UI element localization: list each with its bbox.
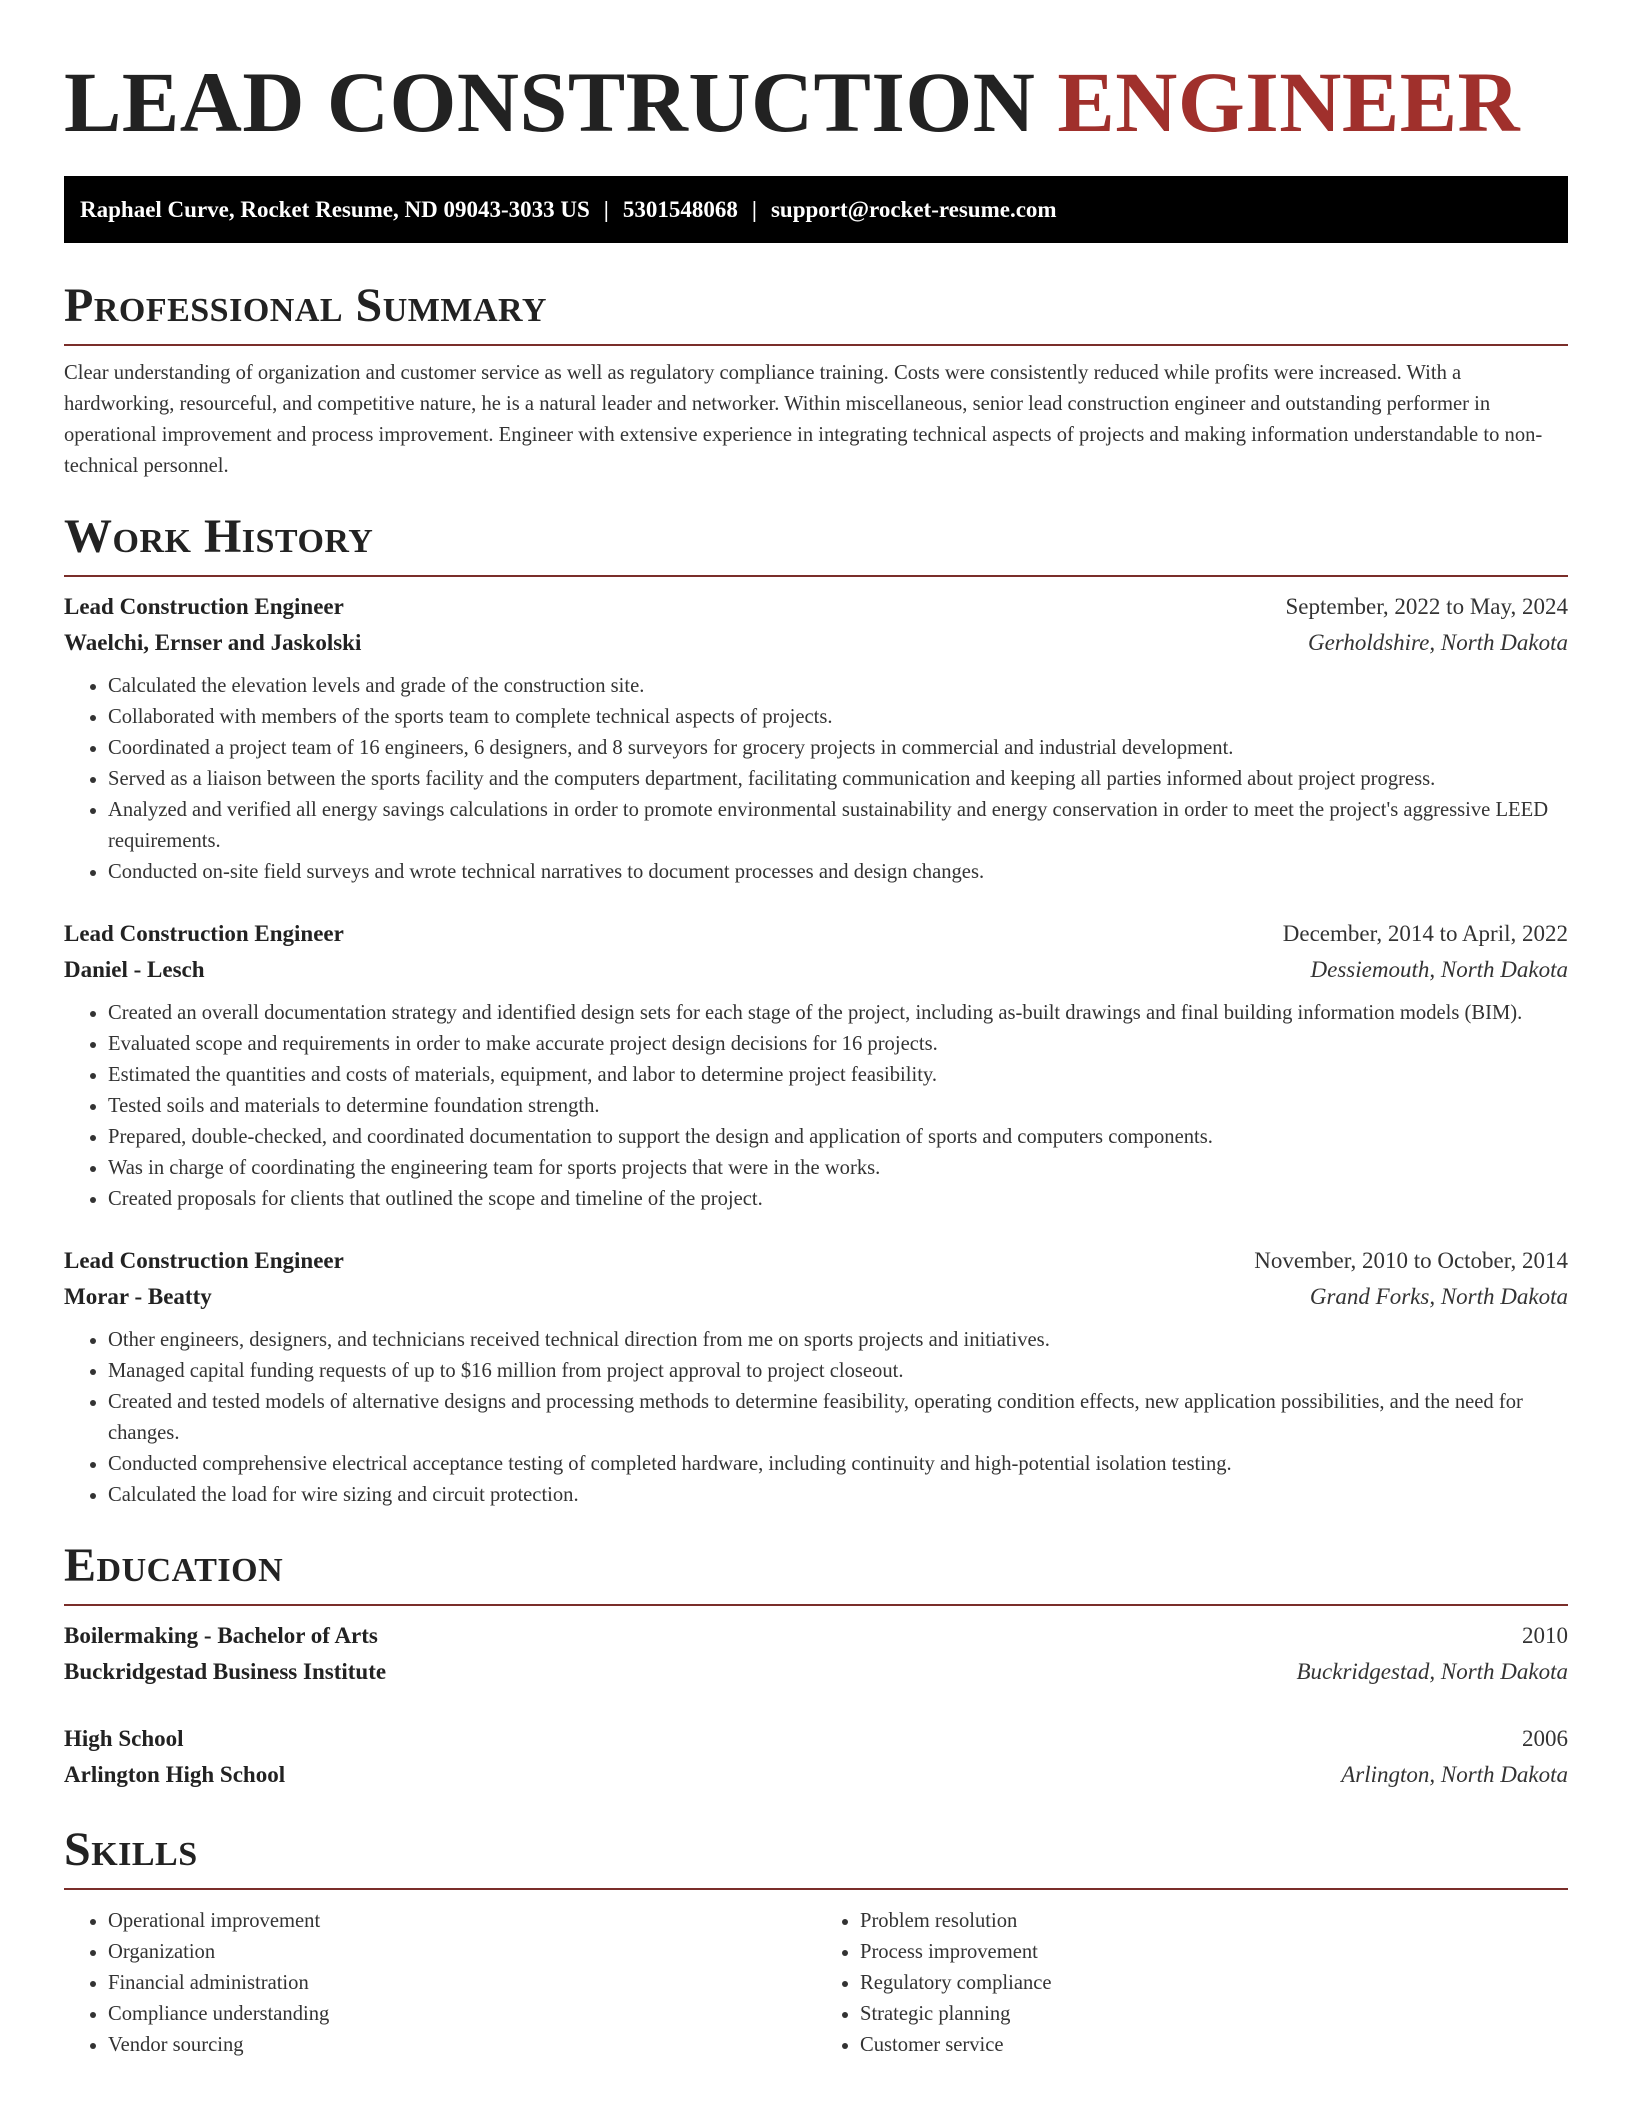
- job-bullet: • Calculated the elevation levels and grade of the construction site.: [108, 671, 1568, 702]
- work-history-section: [64, 510, 1568, 1511]
- education-school: Arlington High School: [64, 1762, 286, 1787]
- job-entry: [64, 1243, 1568, 1511]
- skill-item: • Customer service: [860, 2030, 1568, 2061]
- job-entry: [64, 916, 1568, 1215]
- contact-phone: 5301548068: [622, 197, 738, 222]
- job-dates: December, 2014 to April, 2022: [1282, 921, 1568, 946]
- skills-list-left: [64, 1906, 816, 2061]
- education-degree: Boilermaking - Bachelor of Arts: [64, 1623, 378, 1648]
- contact-address: Raphael Curve, Rocket Resume, ND 09043-3033 US: [80, 197, 590, 222]
- title-main: LEAD CONSTRUCTION: [64, 54, 1036, 150]
- job-bullets: [64, 671, 1568, 888]
- resume-content: [64, 52, 1568, 2061]
- section-divider: [64, 344, 1568, 346]
- job-bullet: • Created an overall documentation strategy and identified design sets for each stage of the project, including as-built drawings and final building information models (BIM).: [108, 998, 1568, 1029]
- section-divider: [64, 1604, 1568, 1606]
- title-accent: ENGINEER: [1057, 54, 1521, 150]
- education-year: 2006: [1522, 1726, 1568, 1751]
- summary-text: Clear understanding of organization and customer service as well as regulatory compliance training. Costs were consistently reduced while profits were increased. With a hardworking, resourceful, and competitive nature, he is a natural leader and networker. Within miscellaneous, senior lead construction engineer and outstanding performer in operational improvement and process improvement. Engineer with extensive experience in integrating technical aspects of projects and making information understandable to non-technical personnel.: [64, 362, 1543, 477]
- education-location: Arlington, North Dakota: [1341, 1762, 1568, 1787]
- education-section: [64, 1539, 1568, 1793]
- job-bullet: • Evaluated scope and requirements in order to make accurate project design decisions for 16 projects.: [108, 1029, 1568, 1060]
- skills-section: [64, 1823, 1568, 2061]
- section-heading-education: Education: [64, 1539, 284, 1592]
- job-dates: November, 2010 to October, 2014: [1254, 1248, 1568, 1273]
- education-school-row: [64, 1757, 1568, 1793]
- job-bullet: • Was in charge of coordinating the engineering team for sports projects that were in the works.: [108, 1153, 1568, 1184]
- skill-item: • Regulatory compliance: [860, 1968, 1568, 1999]
- job-bullet: • Served as a liaison between the sports facility and the computers department, facilitating communication and keeping all parties informed about project progress.: [108, 764, 1568, 795]
- job-bullet: • Conducted on-site field surveys and wrote technical narratives to document processes and design changes.: [108, 857, 1568, 888]
- job-company-row: [64, 952, 1568, 988]
- job-location: Dessiemouth, North Dakota: [1310, 957, 1568, 982]
- job-bullet: • Prepared, double-checked, and coordinated documentation to support the design and application of sports and computers components.: [108, 1122, 1568, 1153]
- contact-bar: [64, 176, 1568, 243]
- education-entry: [64, 1618, 1568, 1690]
- job-header-row: [64, 1243, 1568, 1279]
- job-company: Daniel - Lesch: [64, 957, 205, 982]
- job-bullet: • Created and tested models of alternative designs and processing methods to determine feasibility, operating condition effects, new application possibilities, and the need for changes.: [108, 1387, 1568, 1449]
- education-degree-row: [64, 1721, 1568, 1757]
- job-bullet: • Collaborated with members of the sports team to complete technical aspects of projects.: [108, 702, 1568, 733]
- job-bullet: • Coordinated a project team of 16 engineers, 6 designers, and 8 surveyors for grocery projects in commercial and industrial development.: [108, 733, 1568, 764]
- skills-list-right: [816, 1906, 1568, 2061]
- job-bullet: • Created proposals for clients that outlined the scope and timeline of the project.: [108, 1184, 1568, 1215]
- job-company-row: [64, 625, 1568, 661]
- job-bullet: • Calculated the load for wire sizing and circuit protection.: [108, 1480, 1568, 1511]
- job-title: Lead Construction Engineer: [64, 594, 344, 619]
- job-bullet: • Other engineers, designers, and technicians received technical direction from me on sports projects and initiatives.: [108, 1325, 1568, 1356]
- education-school: Buckridgestad Business Institute: [64, 1659, 387, 1684]
- summary-section: [64, 279, 1568, 482]
- skills-columns: [64, 1890, 1568, 2061]
- job-location: Gerholdshire, North Dakota: [1307, 630, 1568, 655]
- education-year: 2010: [1522, 1623, 1568, 1648]
- education-degree: High School: [64, 1726, 184, 1751]
- education-degree-row: [64, 1618, 1568, 1654]
- job-header-row: [64, 589, 1568, 625]
- education-school-row: [64, 1654, 1568, 1690]
- job-bullet: • Analyzed and verified all energy savings calculations in order to promote environmental sustainability and energy conservation in order to meet the project's aggressive LEED requirements.: [108, 795, 1568, 857]
- job-bullet: • Conducted comprehensive electrical acceptance testing of completed hardware, including continuity and high-potential isolation testing.: [108, 1449, 1568, 1480]
- skill-item: • Vendor sourcing: [108, 2030, 816, 2061]
- section-heading-work: Work History: [64, 510, 374, 563]
- resume-title: [64, 52, 1568, 152]
- education-location: Buckridgestad, North Dakota: [1296, 1659, 1568, 1684]
- job-company: Waelchi, Ernser and Jaskolski: [64, 630, 362, 655]
- contact-separator: |: [603, 197, 609, 222]
- contact-email: support@rocket-resume.com: [770, 197, 1057, 222]
- skill-item: • Process improvement: [860, 1937, 1568, 1968]
- job-company: Morar - Beatty: [64, 1284, 212, 1309]
- job-title: Lead Construction Engineer: [64, 1248, 344, 1273]
- job-bullet: • Estimated the quantities and costs of materials, equipment, and labor to determine project feasibility.: [108, 1060, 1568, 1091]
- skill-item: • Operational improvement: [108, 1906, 816, 1937]
- job-location: Grand Forks, North Dakota: [1309, 1284, 1568, 1309]
- contact-separator: |: [751, 197, 757, 222]
- job-dates: September, 2022 to May, 2024: [1285, 594, 1568, 619]
- job-title: Lead Construction Engineer: [64, 921, 344, 946]
- section-heading-skills: Skills: [64, 1823, 198, 1876]
- skill-item: • Problem resolution: [860, 1906, 1568, 1937]
- skill-item: • Compliance understanding: [108, 1999, 816, 2030]
- job-company-row: [64, 1279, 1568, 1315]
- skill-item: • Strategic planning: [860, 1999, 1568, 2030]
- job-bullet: • Tested soils and materials to determine foundation strength.: [108, 1091, 1568, 1122]
- job-bullets: [64, 998, 1568, 1215]
- section-heading-summary: Professional Summary: [64, 279, 547, 332]
- job-bullets: [64, 1325, 1568, 1511]
- skill-item: • Financial administration: [108, 1968, 816, 1999]
- section-divider: [64, 575, 1568, 577]
- job-entry: [64, 589, 1568, 888]
- job-header-row: [64, 916, 1568, 952]
- job-bullet: • Managed capital funding requests of up to $16 million from project approval to project closeout.: [108, 1356, 1568, 1387]
- skill-item: • Organization: [108, 1937, 816, 1968]
- education-entry: [64, 1721, 1568, 1793]
